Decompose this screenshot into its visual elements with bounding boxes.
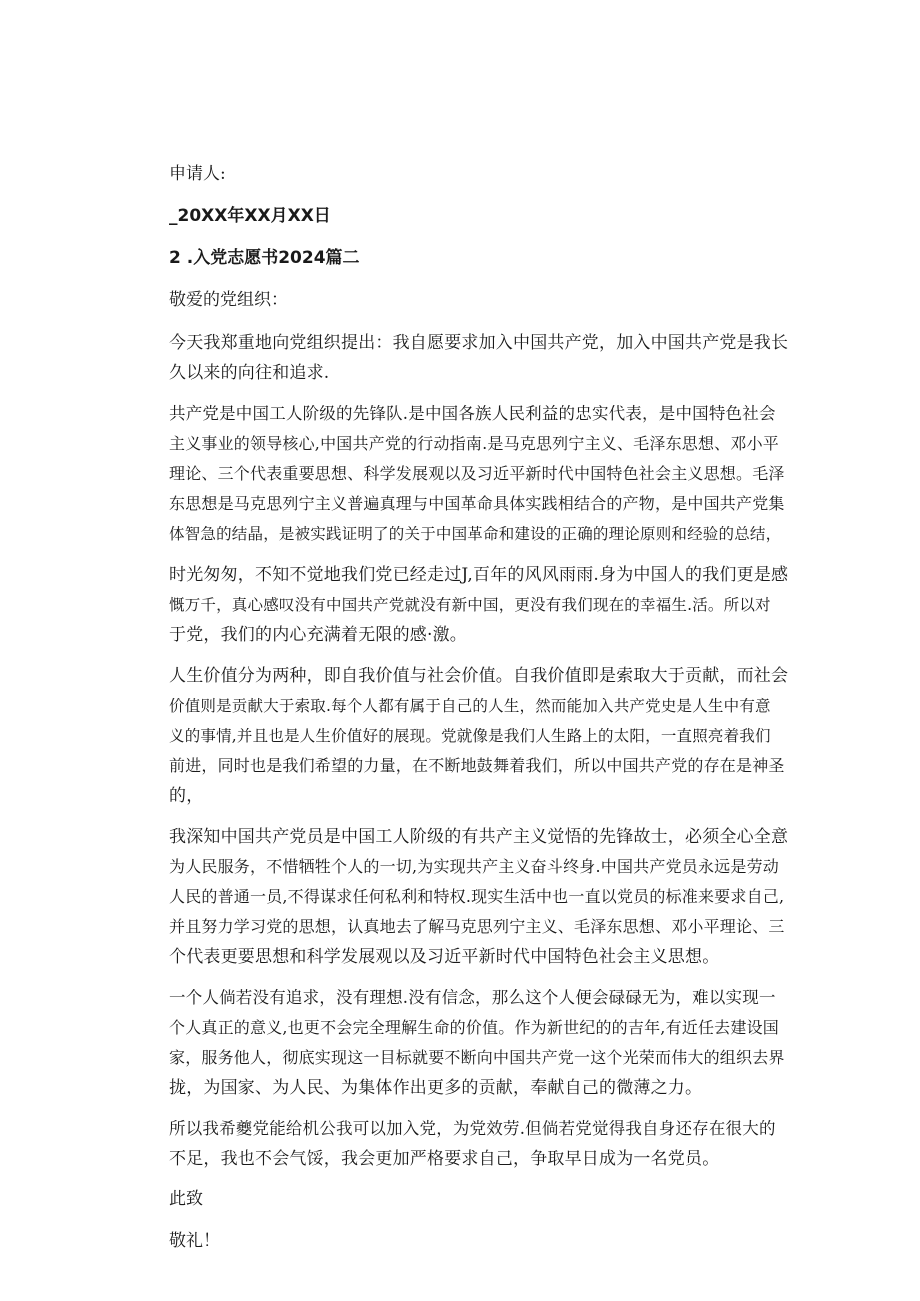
paragraph-line: 体智急的结晶，是被实践证明了的关于中国革命和建设的正确的理论原则和经验的总结，: [169, 525, 782, 543]
paragraph: [169, 328, 789, 388]
paragraph-line: 时光匆匆，不知不觉地我们党已经走过J,百年的风风雨雨.身为中国人的我们更是感: [169, 565, 789, 585]
paragraph-line: 个代表更要思想和科学发展观以及习近平新时代中国特色社会主义思想。: [169, 947, 720, 967]
paragraph-line: 不足，我也不会气馁，我会更加严格要求自己，争取早日成为一名党员。: [169, 1149, 720, 1169]
applicant-label: 申请人:: [169, 164, 226, 184]
closing-line-2: 敬礼！: [169, 1231, 220, 1251]
paragraph-line: 慨万千，真心感叹没有中国共产党就没有新中国，更没有我们现在的幸福生.活。所以对: [169, 596, 771, 614]
paragraph: [169, 1114, 789, 1174]
paragraph-line: 人民的普通一员,不得谋求任何私利和特权.现实生活中也一直以党员的标准来要求自己,: [169, 887, 785, 906]
paragraph: [169, 560, 789, 650]
paragraph-line: 所以我希夔党能给机公我可以加入党，为党效劳.但倘若党觉得我自身还存在很大的: [169, 1119, 776, 1138]
paragraph-line: 共产党是中国工人阶级的先锋队.是中国各族人民利益的忠实代表，是中国特色社会: [169, 404, 776, 423]
closing-line-1: 此致: [169, 1189, 203, 1209]
section-title: 2 .入党志愿书2024篇二: [169, 248, 360, 268]
document-page: [169, 160, 789, 1265]
paragraph-line: 今天我郑重地向党组织提出：我自愿要求加入中国共产党，加入中国共产党是我长: [169, 333, 789, 353]
date-line: _20XX年XX月XX日: [169, 206, 331, 226]
paragraph-line: 的，: [169, 786, 204, 806]
paragraph: [169, 983, 789, 1103]
paragraph-line: 个人真正的意义,也更不会完全理解生命的价值。作为新世纪的的吉年,有近任去建设国: [169, 1018, 779, 1037]
paragraph-line: 家，服务他人，彻底实现这一目标就要不断向中国共产党一这个光荣而伟大的组织去界: [169, 1048, 785, 1067]
paragraph-line: 久以来的向往和追求.: [169, 363, 330, 383]
paragraph-line: 人生价值分为两种，即自我价值与社会价值。自我价值即是索取大于贡献，而社会: [169, 666, 789, 686]
paragraph-line: 理论、三个代表重要思想、科学发展观以及习近平新时代中国特色社会主义思想。毛泽: [169, 464, 785, 483]
paragraph: [169, 661, 789, 811]
paragraph-line: 价值则是贡献大于索取.每个人都有属于自己的人生，然而能加入共产党史是人生中有意: [169, 697, 771, 715]
salutation: 敬爱的党组织：: [169, 290, 288, 310]
paragraph-line: 为人民服务，不惜牺牲个人的一切,为实现共产主义奋斗终身.中国共产党员永远是劳动: [169, 857, 779, 876]
paragraph-line: 东思想是马克思列宁主义普遍真理与中国革命具体实践相结合的产物，是中国共产党集: [169, 494, 785, 513]
paragraph: [169, 399, 789, 549]
paragraph-line: 于党，我们的内心充满着无限的感·激。: [169, 625, 468, 645]
paragraph-line: 拢，为国家、为人民、为集体作出更多的贡献，奉献自己的微薄之力。: [169, 1078, 703, 1098]
paragraph-line: 并且努力学习党的思想，认真地去了解马克思列宁主义、毛泽东思想、邓小平理论、三: [169, 917, 785, 936]
paragraph-line: 义的事情,并且也是人生价值好的展现。党就像是我们人生路上的太阳，一直照亮着我们: [169, 727, 771, 745]
paragraph-line: 前进，同时也是我们希望的力量，在不断地鼓舞着我们，所以中国共产党的存在是神圣: [169, 756, 785, 775]
paragraph: [169, 822, 789, 972]
letter-body: [169, 328, 789, 1174]
paragraph-line: 我深知中国共产党员是中国工人阶级的有共产主义觉悟的先锋故士，必须全心全意: [169, 827, 789, 847]
paragraph-line: 一个人倘若没有追求，没有理想.没有信念，那么这个人便会碌碌无为，难以实现一: [169, 988, 776, 1007]
paragraph-line: 主义事业的领导核心,中国共产党的行动指南.是马克思列宁主义、毛泽东思想、邓小平: [169, 434, 779, 453]
